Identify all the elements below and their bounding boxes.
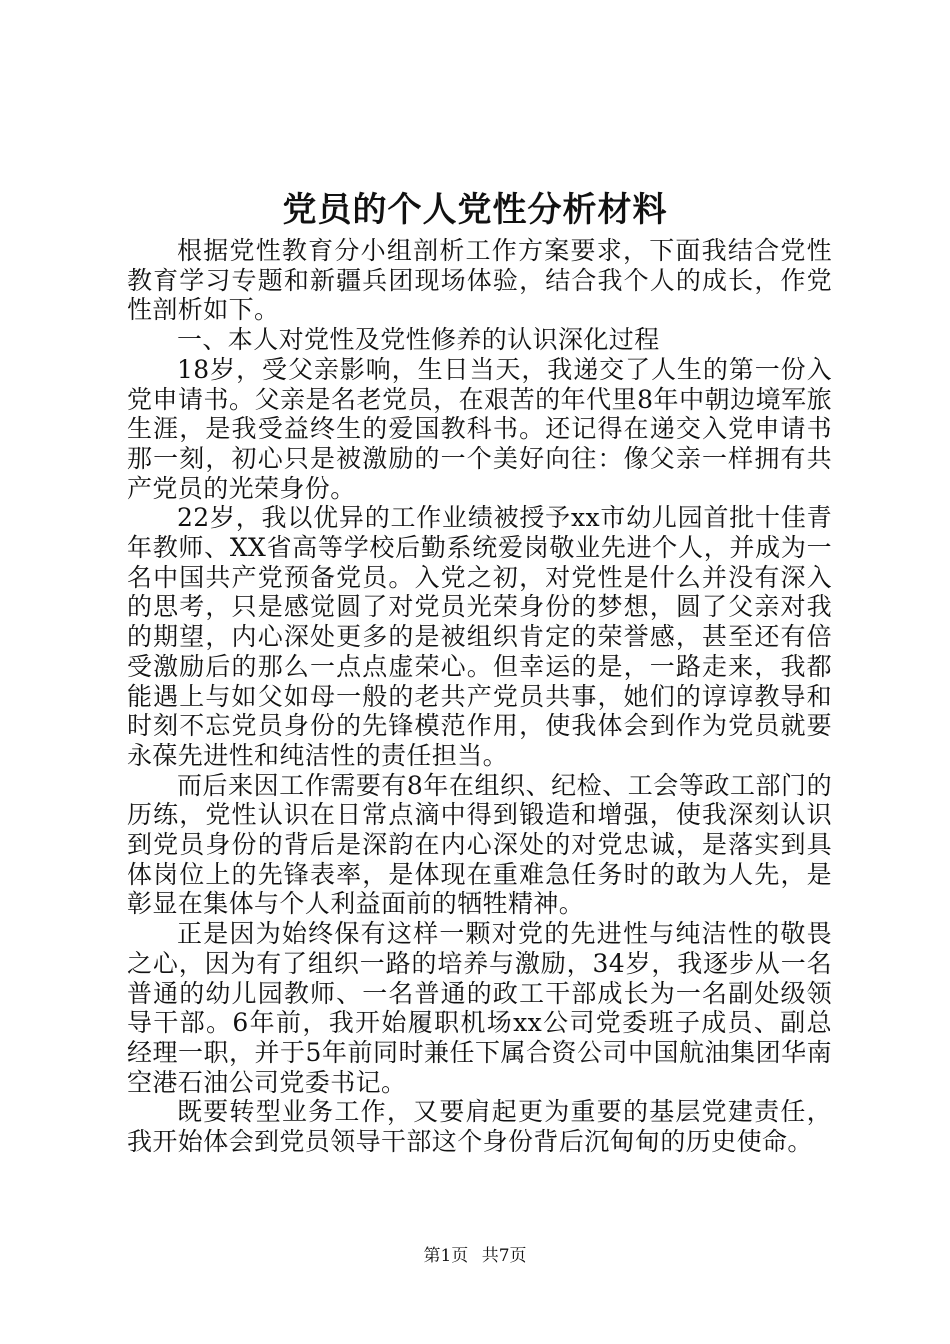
paragraph-responsibility: 既要转型业务工作，又要肩起更为重要的基层党建责任，我开始体会到党员领导干部这个身份背后沉甸甸的历史使命。 — [127, 1097, 832, 1157]
page-number: 第1页 — [423, 1246, 469, 1266]
document-title: 党员的个人党性分析材料 — [282, 190, 668, 230]
section-heading: 一、本人对党性及党性修养的认识深化过程 — [177, 325, 660, 355]
document-body — [127, 236, 832, 1157]
paragraph-intro: 根据党性教育分小组剖析工作方案要求，下面我结合党性教育学习专题和新疆兵团现场体验，结合我个人的成长，作党性剖析如下。 — [127, 236, 832, 325]
paragraph-age-34: 正是因为始终保有这样一颗对党的先进性与纯洁性的敬畏之心，因为有了组织一路的培养与激励，34岁，我逐步从一名普通的幼儿园教师、一名普通的政工干部成长为一名副处级领导干部。6年前，我开始履职机场xx公司党委班子成员、副总经理一职，并于5年前同时兼任下属合资公司中国航油集团华南空港石油公司党委书记。 — [127, 919, 832, 1097]
page-total: 共7页 — [481, 1246, 527, 1266]
paragraph-work-experience: 而后来因工作需要有8年在组织、纪检、工会等政工部门的历练，党性认识在日常点滴中得到锻造和增强，使我深刻认识到党员身份的背后是深韵在内心深处的对党忠诚，是落实到具体岗位上的先锋表率，是体现在重难急任务时的敢为人先，是彰显在集体与个人利益面前的牺牲精神。 — [127, 770, 832, 919]
paragraph-age-22: 22岁，我以优异的工作业绩被授予xx市幼儿园首批十佳青年教师、XX省高等学校后勤系统爱岗敬业先进个人，并成为一名中国共产党预备党员。入党之初，对党性是什么并没有深入的思考，只是感觉圆了对党员光荣身份的梦想，圆了父亲对我的期望，内心深处更多的是被组织肯定的荣誉感，甚至还有倍受激励后的那么一点点虚荣心。但幸运的是，一路走来，我都能遇上与如父如母一般的老共产党员共事，她们的谆谆教导和时刻不忘党员身份的先锋模范作用，使我体会到作为党员就要永葆先进性和纯洁性的责任担当。 — [127, 503, 832, 770]
page-footer — [0, 1244, 950, 1268]
paragraph-age-18: 18岁，受父亲影响，生日当天，我递交了人生的第一份入党申请书。父亲是名老党员，在艰苦的年代里8年中朝边境军旅生涯，是我受益终生的爱国教科书。还记得在递交入党申请书那一刻，初心只是被激励的一个美好向往：像父亲一样拥有共产党员的光荣身份。 — [127, 354, 832, 503]
